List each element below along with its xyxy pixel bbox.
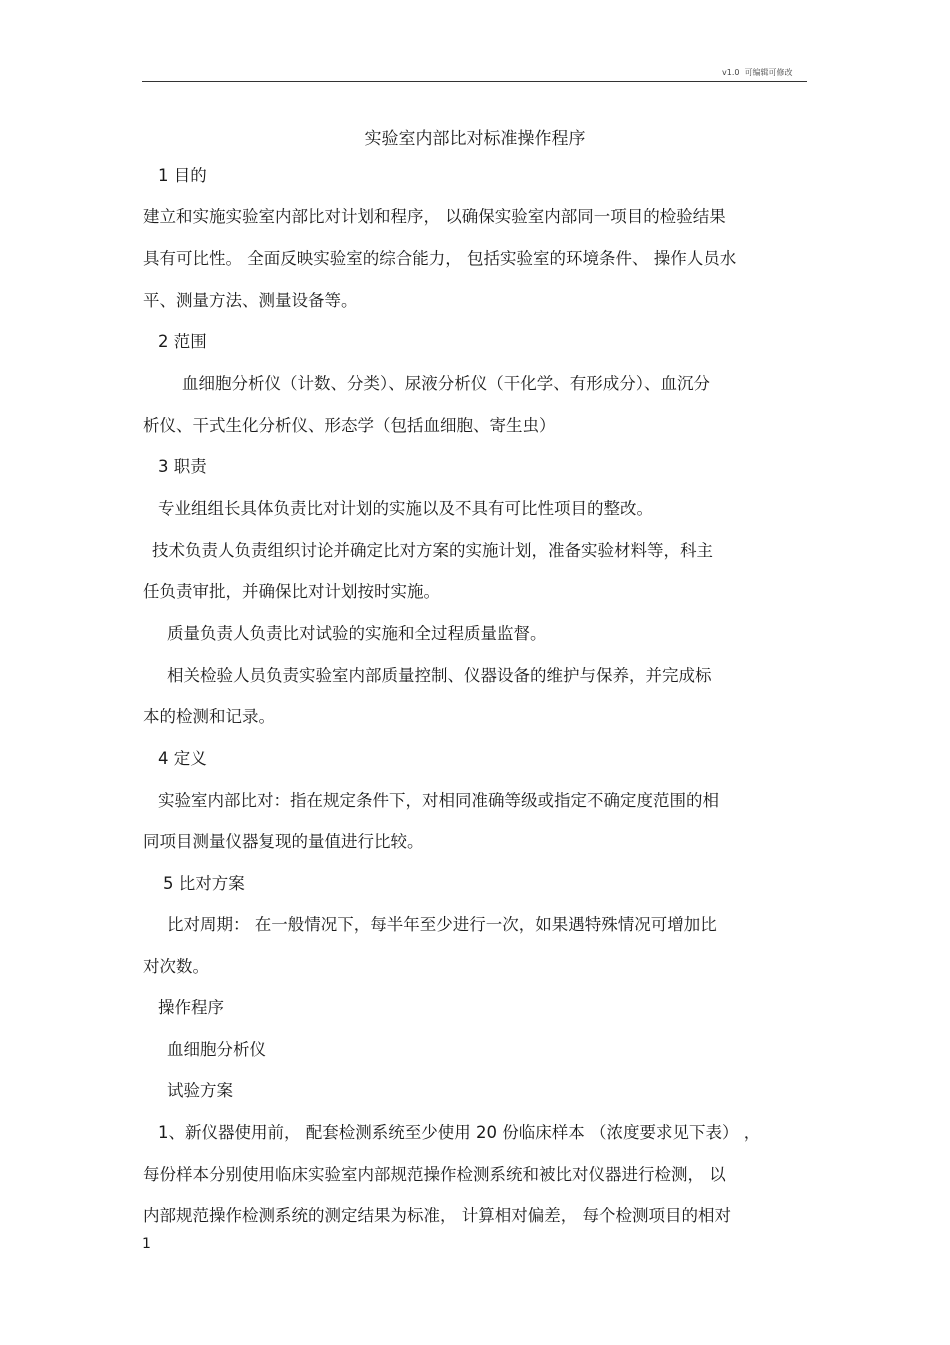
header-rule (142, 81, 807, 82)
page-number: 1 (142, 1236, 151, 1252)
section-heading-comparison-plan: 5 比对方案 (163, 874, 245, 893)
document-title: 实验室内部比对标准操作程序 (364, 129, 586, 149)
subheading-test-plan: 试验方案 (167, 1081, 233, 1100)
header-label (722, 67, 793, 78)
subheading-instrument: 血细胞分析仪 (167, 1040, 266, 1059)
section-heading-responsibility: 3 职责 (158, 457, 207, 476)
paragraph-line: 对次数。 (143, 957, 209, 976)
paragraph-line: 同项目测量仪器复现的量值进行比较。 (143, 832, 424, 851)
paragraph-line: 析仪、干式生化分析仪、形态学（包括血细胞、寄生虫） (143, 416, 556, 435)
paragraph-line: 相关检验人员负责实验室内部质量控制、仪器设备的维护与保养，并完成标 (167, 666, 712, 685)
paragraph-line: 具有可比性。 全面反映实验室的综合能力， 包括实验室的环境条件、 操作人员水 (143, 249, 737, 268)
section-heading-definition: 4 定义 (158, 749, 207, 768)
section-heading-purpose: 1 目的 (158, 166, 207, 185)
paragraph-line: 比对周期： 在一般情况下，每半年至少进行一次，如果遇特殊情况可增加比 (167, 915, 717, 934)
paragraph-line: 专业组组长具体负责比对计划的实施以及不具有可比性项目的整改。 (158, 499, 653, 518)
subheading-procedure: 操作程序 (158, 998, 224, 1017)
paragraph-line: 本的检测和记录。 (143, 707, 275, 726)
paragraph-line: 建立和实施实验室内部比对计划和程序， 以确保实验室内部同一项目的检验结果 (143, 207, 726, 226)
paragraph-line: 血细胞分析仪（计数、分类）、尿液分析仪（干化学、有形成分）、血沉分 (182, 374, 710, 393)
header-note: 可编辑可修改 (744, 68, 793, 77)
paragraph-line: 内部规范操作检测系统的测定结果为标准， 计算相对偏差， 每个检测项目的相对 (143, 1206, 731, 1225)
header-version: v1.0 (722, 68, 740, 77)
paragraph-line: 实验室内部比对：指在规定条件下，对相同准确等级或指定不确定度范围的相 (158, 791, 719, 810)
section-heading-scope: 2 范围 (158, 332, 207, 351)
paragraph-line: 质量负责人负责比对试验的实施和全过程质量监督。 (167, 624, 547, 643)
paragraph-line: 技术负责人负责组织讨论并确定比对方案的实施计划，准备实验材料等，科主 (152, 541, 713, 560)
paragraph-line: 1、新仪器使用前， 配套检测系统至少使用 20 份临床样本 （浓度要求见下表） ， (158, 1123, 761, 1142)
paragraph-line: 任负责审批，并确保比对计划按时实施。 (143, 582, 440, 601)
paragraph-line: 每份样本分别使用临床实验室内部规范操作检测系统和被比对仪器进行检测， 以 (143, 1165, 726, 1184)
paragraph-line: 平、测量方法、测量设备等。 (143, 291, 358, 310)
